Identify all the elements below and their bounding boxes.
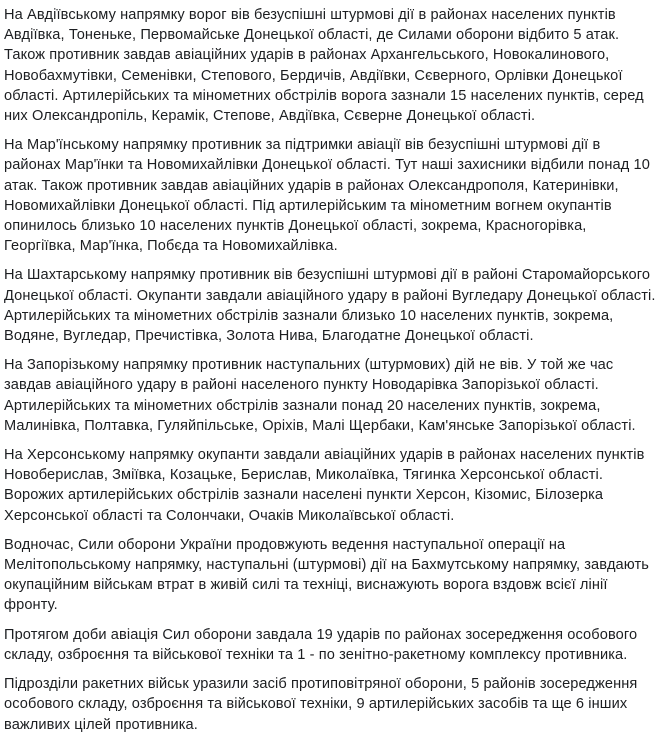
paragraph-shakhtarsk-direction: На Шахтарському напрямку противник вів безуспішні штурмові дії в районі Старомайорського Донецької області. Окупанти завдали авіаційного удару в районі Вугледару Донецької області. Артилерійських та мінометних обстрілів зазнали близько 10 населених пунктів, зокрема, Водяне, Вугледар, Пречистівка, Золота Нива, Благодатне Донецької області. — [4, 267, 656, 345]
paragraph-aviation-strikes: Протягом доби авіація Сил оборони завдала 19 ударів по районах зосередження особового складу, озброєння та військової техніки та 1 - по зенітно-ракетному комплексу противника. — [4, 626, 638, 663]
paragraph-offensive-operations: Водночас, Сили оборони України продовжують ведення наступальної операції на Мелітопольському напрямку, наступальні (штурмові) дії на Бахмутському напрямку, завдають окупаційним військам втрат в живій силі та техніці, виснажують ворога вздовж всієї лінії фронту. — [4, 536, 649, 614]
paragraph-missile-forces: Підрозділи ракетних військ уразили засіб протиповітряної оборони, 5 районів зосередження особового складу, озброєння та військової техніки, 9 артилерійських засобів та ще 6 інших важливих цілей противника. — [4, 676, 638, 733]
paragraph-avdiivka-direction: На Авдіївському напрямку ворог вів безуспішні штурмові дії в районах населених пунктів Авдіївка, Тоненьке, Первомайське Донецької області, де Силами оборони відбито 5 атак. Також противник завдав авіаційних ударів в районах Архангельського, Новокалинового, Новобахмутівки, Семенівки, Степового, Бердичів, Авдіївки, Сєверного, Орлівки Донецької області. Артилерійських та мінометних обстрілів ворога зазнали 15 населених пунктів, серед них Олександропіль, Керамік, Степове, Авдіївка, Сєверне Донецької області. — [4, 7, 644, 125]
paragraph-marinka-direction: На Мар'їнському напрямку противник за підтримки авіації вів безуспішні штурмові дії в районах Мар'їнки та Новомихайлівки Донецької області. Тут наші захисники відбили понад 10 атак. Також противник завдав авіаційних ударів в районах Олександрополя, Катеринівки, Новомихайлівки Донецької області. Під артилерійським та мінометним вогнем окупантів опинилось близько 10 населених пунктів Донецької області, зокрема, Красногорівка, Георгіївка, Мар'їнка, Побєда та Новомихайлівка. — [4, 137, 650, 255]
paragraph-kherson-direction: На Херсонському напрямку окупанти завдали авіаційних ударів в районах населених пунктів Новоберислав, Зміївка, Козацьке, Берислав, Миколаївка, Тягинка Херсонської області. Ворожих артилерійських обстрілів зазнали населені пункти Херсон, Кізомис, Білозерка Херсонської області та Солончаки, Очаків Миколаївської області. — [4, 447, 645, 524]
paragraph-zaporizhzhia-direction: На Запорізькому напрямку противник наступальних (штурмових) дій не вів. У той же час завдав авіаційного удару в районі населеного пункту Новодарівка Запорізької області. Артилерійських та мінометних обстрілів зазнали понад 20 населених пунктів, зокрема, Малинівка, Полтавка, Гуляйпільське, Оріхів, Малі Щербаки, Кам'янське Запорізької області. — [4, 357, 636, 434]
